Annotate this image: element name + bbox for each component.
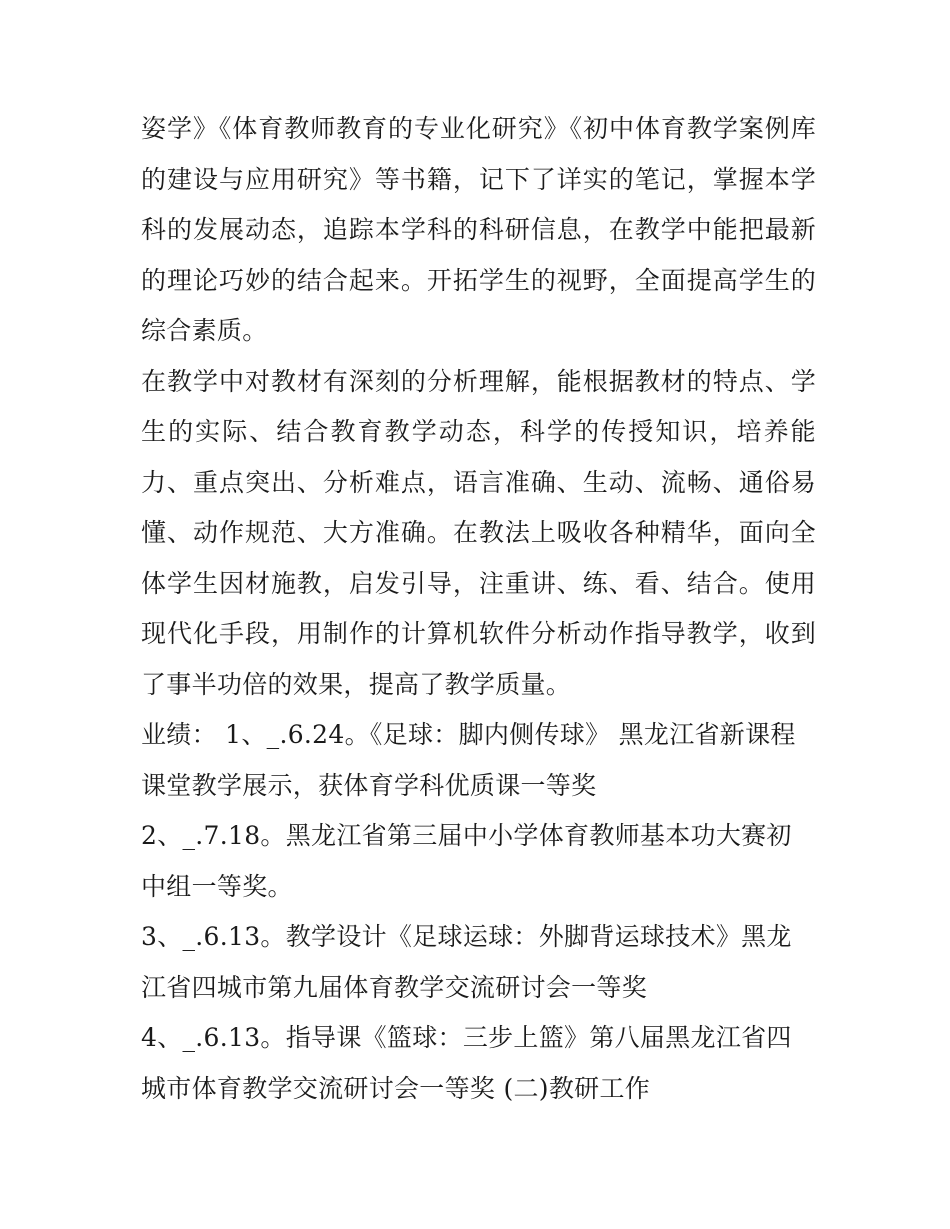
paragraph-reading-notes: 姿学》《体育教师教育的专业化研究》《初中体育教学案例库的建设与应用研究》等书籍，记下了详实的笔记，掌握本学科的发展动态，追踪本学科的科研信息，在教学中能把最新的理论巧妙的结合起来。开拓学生的视野，全面提高学生的综合素质。	[141, 114, 816, 345]
paragraph-teaching-methods: 在教学中对教材有深刻的分析理解，能根据教材的特点、学生的实际、结合教育教学动态，科学的传授知识，培养能力、重点突出、分析难点，语言准确、生动、流畅、通俗易懂、动作规范、大方准确。在教法上吸收各种精华，面向全体学生因材施教，启发引导，注重讲、练、看、结合。使用现代化手段，用制作的计算机软件分析动作指导教学，收到了事半功倍的效果，提高了教学质量。	[141, 366, 816, 699]
paragraph-achievement-3: 3、_.6.13。教学设计《足球运球：外脚背运球技术》黑龙江省四城市第九届体育教学交流研讨会一等奖	[141, 922, 792, 1002]
paragraph-achievement-1: 业绩： 1、_.6.24。《足球：脚内侧传球》 黑龙江省新课程课堂教学展示，获体育学科优质课一等奖	[141, 720, 796, 800]
document-body	[141, 104, 816, 1114]
paragraph-achievement-2: 2、_.7.18。黑龙江省第三届中小学体育教师基本功大赛初中组一等奖。	[141, 821, 792, 901]
paragraph-achievement-4: 4、_.6.13。指导课《篮球：三步上篮》第八届黑龙江省四城市体育教学交流研讨会一等奖 (二)教研工作	[141, 1023, 792, 1103]
